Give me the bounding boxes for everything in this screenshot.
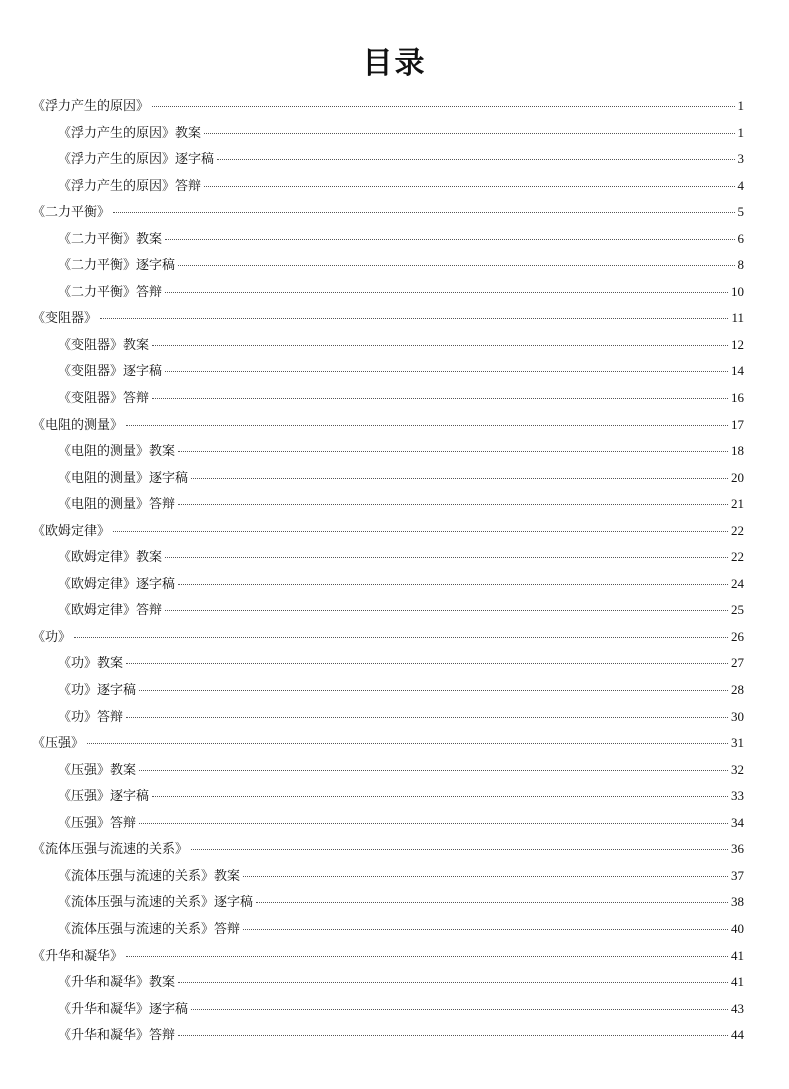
toc-entry-label: 《变阻器》逐字稿 [58, 364, 163, 380]
dot-leader [165, 239, 734, 240]
toc-subentry[interactable] [32, 916, 744, 943]
dot-leader [191, 849, 728, 850]
toc-page-number: 41 [731, 947, 744, 963]
toc-page-number: 16 [731, 390, 744, 406]
dot-leader [243, 929, 728, 930]
dot-leader [74, 637, 728, 638]
toc-subentry[interactable] [32, 491, 744, 518]
toc-entry-label: 《压强》 [32, 736, 85, 752]
toc-page-number: 32 [731, 761, 744, 777]
toc-subentry[interactable] [32, 1022, 744, 1049]
toc-entry[interactable] [32, 412, 744, 439]
dot-leader [191, 478, 728, 479]
toc-subentry[interactable] [32, 465, 744, 492]
toc-entry[interactable] [32, 836, 744, 863]
toc-page-number: 11 [731, 310, 744, 326]
toc-subentry[interactable] [32, 385, 744, 412]
toc-entry-label: 《功》答辩 [58, 709, 124, 725]
toc-entry-label: 《欧姆定律》教案 [58, 550, 163, 566]
toc-entry-label: 《电阻的测量》逐字稿 [58, 470, 189, 486]
toc-entry-label: 《二力平衡》 [32, 205, 111, 221]
toc-entry-label: 《压强》答辩 [58, 815, 137, 831]
toc-page-number: 6 [737, 230, 744, 246]
toc-page-number: 18 [731, 443, 744, 459]
page-title: 目录 [362, 46, 427, 81]
table-of-contents [32, 93, 744, 1049]
toc-page-number: 25 [731, 602, 744, 618]
dot-leader [256, 902, 728, 903]
toc-entry-label: 《电阻的测量》 [32, 417, 124, 433]
toc-entry-label: 《电阻的测量》答辩 [58, 497, 176, 513]
dot-leader [178, 451, 728, 452]
toc-page-number: 27 [731, 655, 744, 671]
toc-subentry[interactable] [32, 332, 744, 359]
toc-page-number: 1 [737, 98, 744, 113]
toc-subentry[interactable] [32, 173, 744, 200]
toc-page-number: 5 [737, 204, 744, 220]
dot-leader [139, 770, 728, 771]
toc-page-number: 40 [731, 920, 744, 936]
dot-leader [204, 186, 734, 187]
toc-page-number: 22 [731, 522, 744, 538]
toc-entry-label: 《二力平衡》逐字稿 [58, 258, 176, 274]
toc-entry-label: 《升华和凝华》 [32, 948, 124, 964]
toc-entry-label: 《升华和凝华》逐字稿 [58, 1001, 189, 1017]
dot-leader [126, 425, 728, 426]
toc-entry-label: 《功》教案 [58, 656, 124, 672]
toc-entry-label: 《浮力产生的原因》 [32, 99, 150, 114]
toc-page-number: 22 [731, 549, 744, 565]
dot-leader [126, 663, 728, 664]
toc-entry[interactable] [32, 518, 744, 545]
toc-page-number: 37 [731, 867, 744, 883]
toc-page-number: 8 [737, 257, 744, 273]
dot-leader [152, 796, 728, 797]
toc-entry-label: 《功》逐字稿 [58, 683, 137, 699]
dot-leader [178, 1035, 728, 1036]
toc-subentry[interactable] [32, 252, 744, 279]
toc-subentry[interactable] [32, 146, 744, 173]
dot-leader [217, 159, 734, 160]
toc-subentry[interactable] [32, 863, 744, 890]
dot-leader [165, 557, 728, 558]
toc-subentry[interactable] [32, 544, 744, 571]
toc-subentry[interactable] [32, 650, 744, 677]
toc-page-number: 28 [731, 682, 744, 698]
dot-leader [178, 982, 728, 983]
dot-leader [152, 106, 734, 107]
toc-subentry[interactable] [32, 704, 744, 731]
toc-page-number: 34 [731, 814, 744, 830]
toc-subentry[interactable] [32, 438, 744, 465]
toc-entry[interactable] [32, 93, 744, 120]
dot-leader [113, 212, 734, 213]
toc-entry-label: 《欧姆定律》 [32, 523, 111, 539]
toc-page-number: 41 [731, 974, 744, 990]
toc-subentry[interactable] [32, 996, 744, 1023]
toc-entry-label: 《二力平衡》答辩 [58, 284, 163, 300]
toc-page-number: 4 [737, 177, 744, 193]
dot-leader [165, 371, 728, 372]
toc-page-number: 43 [731, 1000, 744, 1016]
toc-entry-label: 《流体压强与流速的关系》答辩 [58, 921, 241, 937]
toc-subentry[interactable] [32, 571, 744, 598]
toc-page-number: 44 [731, 1027, 744, 1043]
toc-entry-label: 《欧姆定律》逐字稿 [58, 576, 176, 592]
toc-page-number: 36 [731, 841, 744, 857]
toc-page-number: 12 [731, 336, 744, 352]
dot-leader [178, 504, 728, 505]
toc-entry-label: 《变阻器》教案 [58, 337, 150, 353]
toc-entry[interactable] [32, 730, 744, 757]
toc-entry-label: 《流体压强与流速的关系》教案 [58, 868, 241, 884]
toc-page-number: 31 [731, 735, 744, 751]
toc-subentry[interactable] [32, 226, 744, 253]
toc-entry-label: 《浮力产生的原因》逐字稿 [58, 152, 215, 168]
dot-leader [165, 292, 728, 293]
dot-leader [113, 531, 728, 532]
toc-entry[interactable] [32, 199, 744, 226]
toc-subentry[interactable] [32, 120, 744, 147]
dot-leader [139, 690, 728, 691]
dot-leader [152, 345, 728, 346]
toc-subentry[interactable] [32, 279, 744, 306]
toc-subentry[interactable] [32, 677, 744, 704]
toc-entry-label: 《浮力产生的原因》教案 [58, 125, 202, 141]
toc-page-number: 33 [731, 788, 744, 804]
toc-entry-label: 《浮力产生的原因》答辩 [58, 178, 202, 194]
toc-subentry[interactable] [32, 597, 744, 624]
toc-entry[interactable] [32, 624, 744, 651]
toc-subentry[interactable] [32, 358, 744, 385]
toc-entry-label: 《流体压强与流速的关系》 [32, 842, 189, 858]
toc-entry-label: 《功》 [32, 629, 72, 645]
toc-entry-label: 《变阻器》答辩 [58, 391, 150, 407]
toc-entry-label: 《压强》教案 [58, 762, 137, 778]
dot-leader [126, 956, 728, 957]
dot-leader [152, 398, 728, 399]
toc-page-number: 38 [731, 894, 744, 910]
dot-leader [178, 584, 728, 585]
dot-leader [191, 1009, 728, 1010]
toc-page-number: 10 [731, 283, 744, 299]
dot-leader [126, 717, 728, 718]
toc-entry[interactable] [32, 943, 744, 970]
toc-entry[interactable] [32, 305, 744, 332]
dot-leader [100, 318, 728, 319]
toc-entry-label: 《电阻的测量》教案 [58, 444, 176, 460]
toc-page-number: 20 [731, 469, 744, 485]
toc-entry-label: 《流体压强与流速的关系》逐字稿 [58, 895, 254, 911]
toc-page-number: 26 [731, 628, 744, 644]
dot-leader [165, 610, 728, 611]
toc-page-number: 14 [731, 363, 744, 379]
toc-entry-label: 《二力平衡》教案 [58, 231, 163, 247]
dot-leader [204, 133, 734, 134]
toc-subentry[interactable] [32, 889, 744, 916]
dot-leader [178, 265, 734, 266]
toc-page-number: 3 [737, 151, 744, 167]
toc-entry-label: 《压强》逐字稿 [58, 789, 150, 805]
toc-page-number: 30 [731, 708, 744, 724]
toc-subentry[interactable] [32, 969, 744, 996]
toc-page-number: 21 [731, 496, 744, 512]
toc-entry-label: 《变阻器》 [32, 311, 98, 327]
toc-subentry[interactable] [32, 810, 744, 837]
toc-entry-label: 《升华和凝华》教案 [58, 975, 176, 991]
toc-page-number: 1 [737, 124, 744, 140]
toc-subentry[interactable] [32, 783, 744, 810]
toc-page-number: 17 [731, 416, 744, 432]
dot-leader [243, 876, 728, 877]
dot-leader [87, 743, 728, 744]
toc-page-number: 24 [731, 575, 744, 591]
dot-leader [139, 823, 728, 824]
toc-entry-label: 《升华和凝华》答辩 [58, 1028, 176, 1044]
toc-entry-label: 《欧姆定律》答辩 [58, 603, 163, 619]
toc-subentry[interactable] [32, 757, 744, 784]
